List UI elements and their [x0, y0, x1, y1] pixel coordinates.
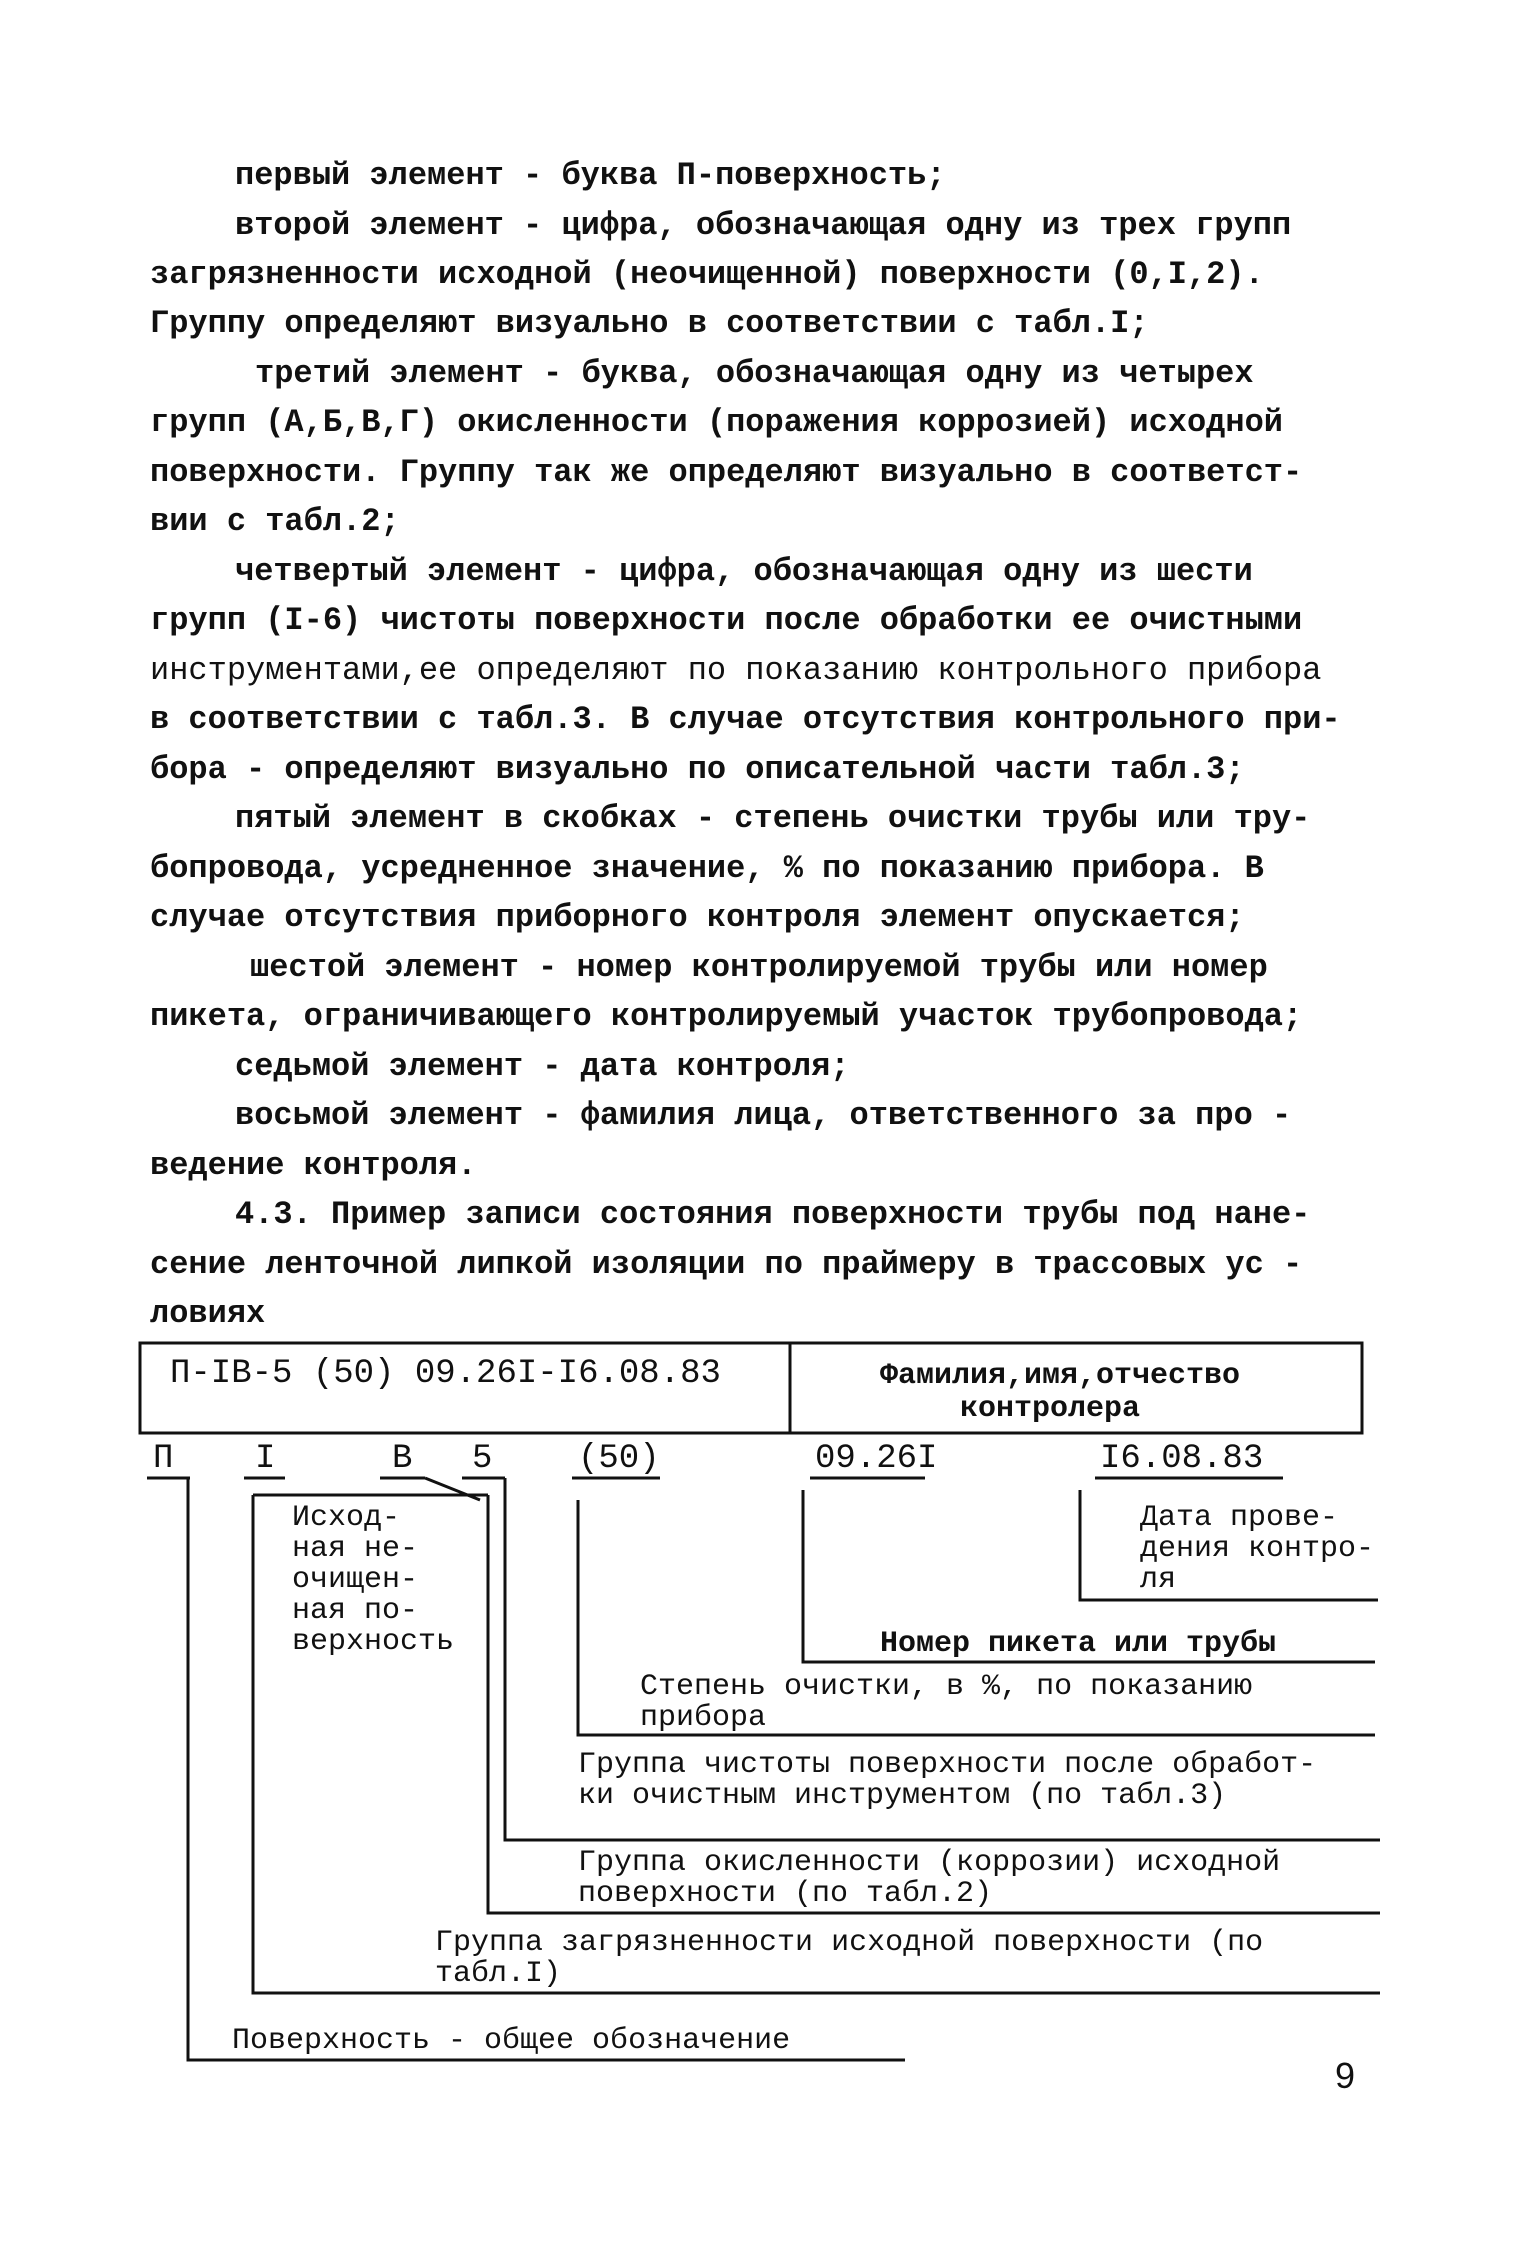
- para-element-2-line2: загрязненности исходной (неочищенной) поверхности (0,I,2).: [150, 256, 1264, 293]
- para-element-8-line2: ведение контроля.: [150, 1147, 477, 1184]
- element-p: П: [153, 1440, 174, 1478]
- desc-date: Дата прове- дения контро- ля: [1140, 1501, 1375, 1597]
- element-1: I: [255, 1440, 276, 1478]
- para-element-5-line3: случае отсутствия приборного контроля элемент опускается;: [150, 899, 1245, 936]
- signature-label-line1: Фамилия,имя,отчество: [880, 1359, 1241, 1393]
- para-element-2-line3: Группу определяют визуально в соответствии с табл.I;: [150, 305, 1149, 342]
- para-element-3-line2: групп (А,Б,В,Г) окисленности (поражения коррозией) исходной: [150, 404, 1283, 441]
- para-element-3-line4: вии с табл.2;: [150, 503, 400, 540]
- page-number: 9: [1335, 2055, 1356, 2096]
- para-element-4-line2: групп (I-6) чистоты поверхности после обработки ее очистными: [150, 602, 1303, 639]
- para-element-5-line1: пятый элемент в скобках - степень очистки трубы или тру-: [235, 800, 1311, 837]
- element-picket: 09.26I: [815, 1440, 938, 1478]
- para-example-line2: сение ленточной липкой изоляции по праймеру в трассовых ус -: [150, 1246, 1303, 1283]
- desc-source-surface: Исход- ная не- очищен- ная по- верхность: [292, 1501, 455, 1659]
- para-element-7: седьмой элемент - дата контроля;: [235, 1048, 850, 1085]
- para-element-8-line1: восьмой элемент - фамилия лица, ответственного за про -: [235, 1097, 1292, 1134]
- para-element-2-line1: второй элемент - цифра, обозначающая одну из трех групп: [235, 207, 1292, 244]
- element-5: 5: [472, 1440, 493, 1478]
- para-example-line1: 4.3. Пример записи состояния поверхности трубы под нане-: [235, 1196, 1311, 1233]
- element-v: В: [392, 1440, 413, 1478]
- signature-label-line2: контролера: [960, 1392, 1141, 1426]
- desc-oxidation-group: Группа окисленности (коррозии) исходной поверхности (по табл.2): [578, 1846, 1281, 1911]
- para-element-4-line1: четвертый элемент - цифра, обозначающая одну из шести: [235, 553, 1253, 590]
- desc-picket: Номер пикета или трубы: [880, 1627, 1277, 1661]
- para-example-line3: ловиях: [150, 1295, 266, 1332]
- para-element-6-line1: шестой элемент - номер контролируемой трубы или номер: [250, 949, 1268, 986]
- element-date: I6.08.83: [1100, 1440, 1264, 1478]
- desc-surface: Поверхность - общее обозначение: [232, 2024, 791, 2058]
- para-element-5-line2: бопровода, усредненное значение, % по показанию прибора. В: [150, 850, 1264, 887]
- para-element-6-line2: пикета, ограничивающего контролируемый участок трубопровода;: [150, 998, 1303, 1035]
- code-string: П-IВ-5 (50) 09.26I-I6.08.83: [170, 1355, 721, 1393]
- para-element-1: первый элемент - буква П-поверхность;: [235, 157, 946, 194]
- desc-dirt-group: Группа загрязненности исходной поверхности (по табл.I): [435, 1926, 1264, 1991]
- para-element-3-line1: третий элемент - буква, обозначающая одну из четырех: [255, 355, 1254, 392]
- element-50: (50): [578, 1440, 660, 1478]
- para-element-4-line4: в соответствии с табл.3. В случае отсутствия контрольного при-: [150, 701, 1341, 738]
- desc-degree: Степень очистки, в %, по показанию прибора: [640, 1670, 1253, 1735]
- para-element-4-line3: инструментами,ее определяют по показанию контрольного прибора: [150, 652, 1322, 689]
- para-element-3-line3: поверхности. Группу так же определяют визуально в соответст-: [150, 454, 1303, 491]
- para-element-4-line5: бора - определяют визуально по описательной части табл.3;: [150, 751, 1245, 788]
- desc-cleanliness-group: Группа чистоты поверхности после обработ- ки очистным инструментом (по табл.3): [578, 1748, 1317, 1813]
